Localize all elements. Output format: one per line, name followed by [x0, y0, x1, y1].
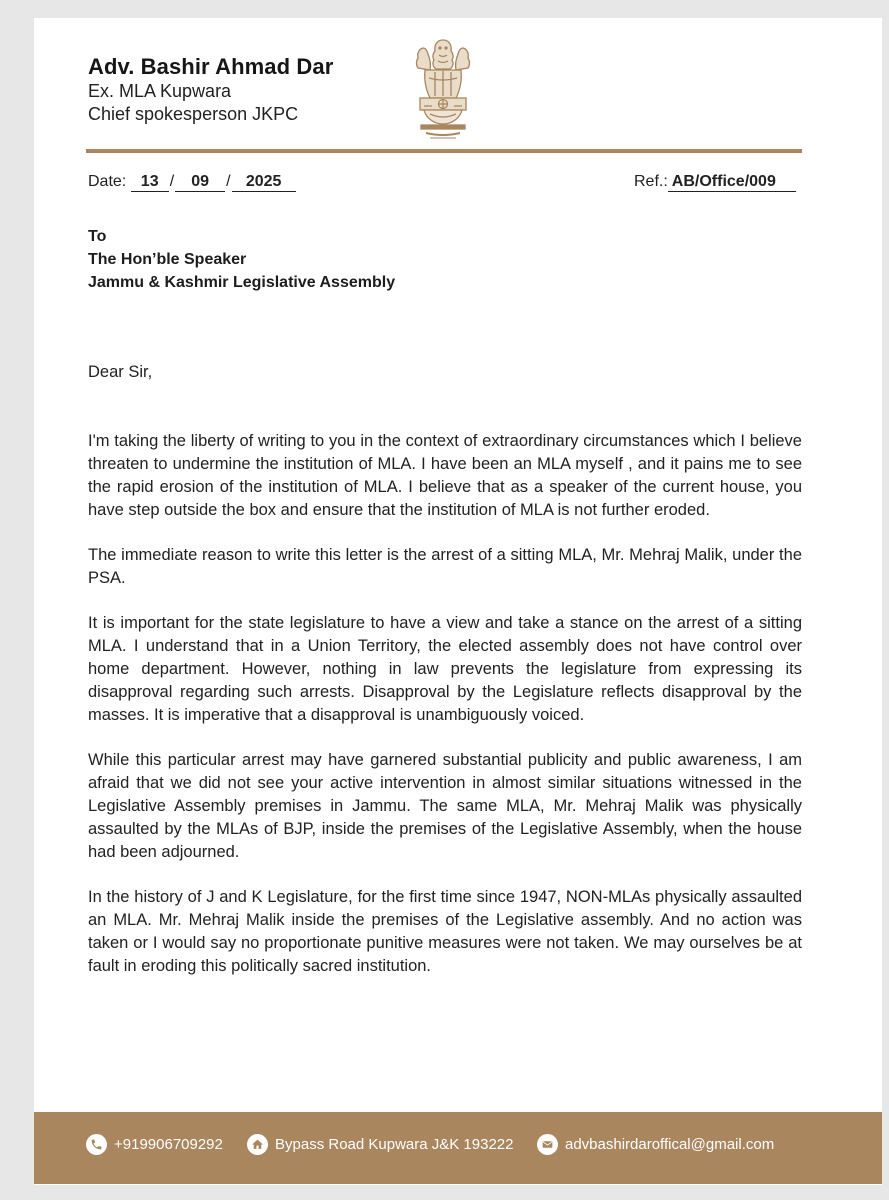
home-icon	[247, 1134, 268, 1155]
date-separator: /	[169, 173, 175, 190]
reference-number: AB/Office/009	[668, 173, 796, 192]
body-paragraph: In the history of J and K Legislature, for the first time since 1947, NON-MLAs physically assaulted an MLA. Mr. Mehraj Malik inside the premises of the Legislative assembly. And no action was taken or I would say no proportionate punitive measures were not taken. We may ourselves be at fault in eroding this politically sacred institution.	[88, 888, 802, 975]
sender-title: Ex. MLA Kupwara	[88, 81, 232, 101]
sender-name: Adv. Bashir Ahmad Dar	[88, 54, 334, 79]
addressee-organization: Jammu & Kashmir Legislative Assembly	[88, 274, 396, 291]
date-year: 2025	[232, 173, 296, 192]
letterhead-footer	[34, 1112, 882, 1184]
body-paragraph: The immediate reason to write this letter is the arrest of a sitting MLA, Mr. Mehraj Malik, under the PSA.	[88, 546, 802, 587]
date-separator: /	[226, 173, 231, 190]
footer-email	[537, 1134, 774, 1155]
addressee-to: To	[88, 228, 107, 245]
letter-page	[34, 18, 882, 1185]
header-divider	[86, 149, 802, 153]
email-address: advbashirdaroffical@gmail.com	[565, 1136, 775, 1153]
reference-label: Ref.:	[634, 173, 668, 190]
body-paragraph: I'm taking the liberty of writing to you in the context of extraordinary circumstances which I believe threaten to undermine the institution of MLA. I have been an MLA myself , and it pains me to see the rapid erosion of the institution of MLA. I believe that as a speaker of the current house, you have step outside the box and ensure that the institution of MLA is not further eroded.	[88, 432, 802, 519]
date-month: 09	[175, 173, 225, 192]
address-text: Bypass Road Kupwara J&K 193222	[275, 1136, 514, 1153]
body-paragraph: It is important for the state legislature to have a view and take a stance on the arrest of a sitting MLA. I understand that in a Union Territory, the elected assembly does not have control over home department. However, nothing in law prevents the legislature from expressing its disapproval regarding such arrests. Disapproval by the Legislature reflects disapproval by the masses. It is imperative that a disapproval is unambiguously voiced.	[88, 614, 802, 724]
footer-address	[247, 1134, 513, 1155]
date-label: Date:	[88, 173, 127, 190]
sender-designation: Chief spokesperson JKPC	[88, 104, 299, 124]
reference-row	[634, 173, 796, 192]
addressee-block	[88, 225, 395, 294]
phone-icon	[86, 1134, 107, 1155]
date-row	[88, 173, 296, 192]
date-day: 13	[131, 173, 169, 192]
phone-number: +919906709292	[114, 1136, 223, 1153]
footer-phone	[86, 1134, 223, 1155]
salutation: Dear Sir,	[88, 363, 153, 381]
letter-body	[88, 430, 802, 1000]
body-paragraph: While this particular arrest may have garnered substantial publicity and public awareness, I am afraid that we did not see your active intervention in almost similar situations witnessed in the Legislative Assembly premises in Jammu. The same MLA, Mr. Mehraj Malik was physically assaulted by the MLAs of BJP, inside the premises of the Legislative Assembly, when the house had been adjourned.	[88, 751, 802, 861]
state-emblem-icon	[410, 34, 476, 150]
mail-icon	[537, 1134, 558, 1155]
addressee-title: The Hon’ble Speaker	[88, 251, 247, 268]
